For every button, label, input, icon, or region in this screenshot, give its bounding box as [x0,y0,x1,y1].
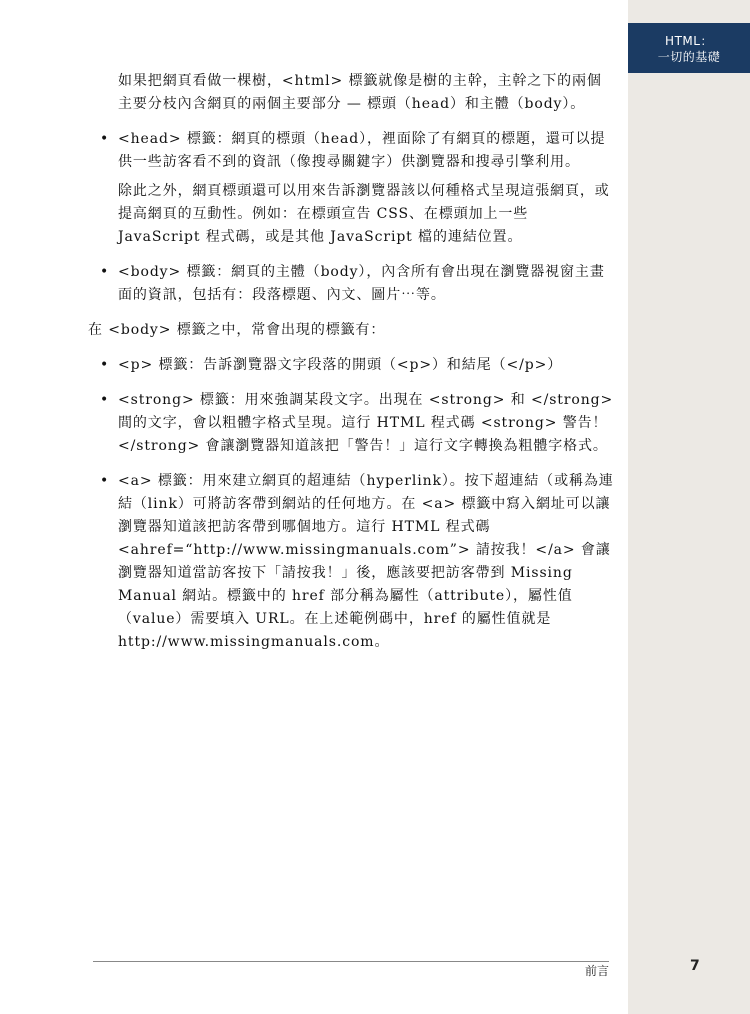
head-item-text: • <head> 標籤：網頁的標頭（head），裡面除了有網頁的標題，還可以提供一些訪客看不到的資訊（像搜尋關鍵字）供瀏覽器和搜尋引擎利用。 [118,131,606,170]
chapter-tab [628,23,750,73]
head-body-list [88,128,614,307]
head-item-subtext: 除此之外，網頁標頭還可以用來告訴瀏覽器該以何種格式呈現這張網頁，或提高網頁的互動性。例如：在標頭宣告 CSS、在標頭加上一些 JavaScript 程式碼，或是其他 JavaScript 檔的連結位置。 [118,183,610,245]
strong-item-text: • <strong> 標籤：用來強調某段文字。出現在 <strong> 和 </strong> 間的文字，會以粗體字格式呈現。這行 HTML 程式碼 <strong> 警告！</strong> 會讓瀏覽器知道該把「警告！」這行文字轉換為粗體字格式。 [118,392,614,454]
footer-section-label: 前言 [585,964,610,978]
chapter-tab-line1: HTML： [665,34,713,48]
p-item-text: • <p> 標籤：告訴瀏覽器文字段落的開頭（<p>）和結尾（</p>） [118,357,563,373]
body-item-text: • <body> 標籤：網頁的主體（body），內含所有會出現在瀏覽器視窗主畫面的資訊，包括有：段落標題、內文、圖片⋯等。 [118,264,605,303]
body-tags-intro: 在 <body> 標籤之中，常會出現的標籤有： [88,322,386,338]
page-margin-sidebar [628,0,750,1014]
chapter-tab-line2: 一切的基礎 [657,50,721,64]
list-item-p [88,354,614,377]
list-item-body [88,261,614,307]
list-item-a [88,470,614,654]
body-tags-list [88,354,614,654]
footer-divider [93,961,609,962]
intro-paragraph: 如果把網頁看做一棵樹，<html> 標籤就像是樹的主幹，主幹之下的兩個主要分枝內含網頁的兩個主要部分 — 標頭（head）和主體（body）。 [118,73,602,112]
list-item-head [88,128,614,249]
main-content [88,70,614,666]
list-item-strong [88,389,614,458]
page-number: 7 [690,958,700,974]
a-item-text: • <a> 標籤：用來建立網頁的超連結（hyperlink）。按下超連結（或稱為連結（link）可將訪客帶到網站的任何地方。在 <a> 標籤中寫入網址可以讓瀏覽器知道該把訪客帶到哪個地方。這行 HTML 程式碼 <ahref=“http://www.missingmanuals.com”> 請按我！</a> 會讓瀏覽器知道當訪客按下「請按我！」後，應該要把訪客帶到 Missing Manual 網站。標籤中的 href 部分稱為屬性（attribute），屬性值（value）需要填入 URL。在上述範例碼中，href 的屬性值就是 http://www.missingmanuals.com。 [118,473,614,650]
